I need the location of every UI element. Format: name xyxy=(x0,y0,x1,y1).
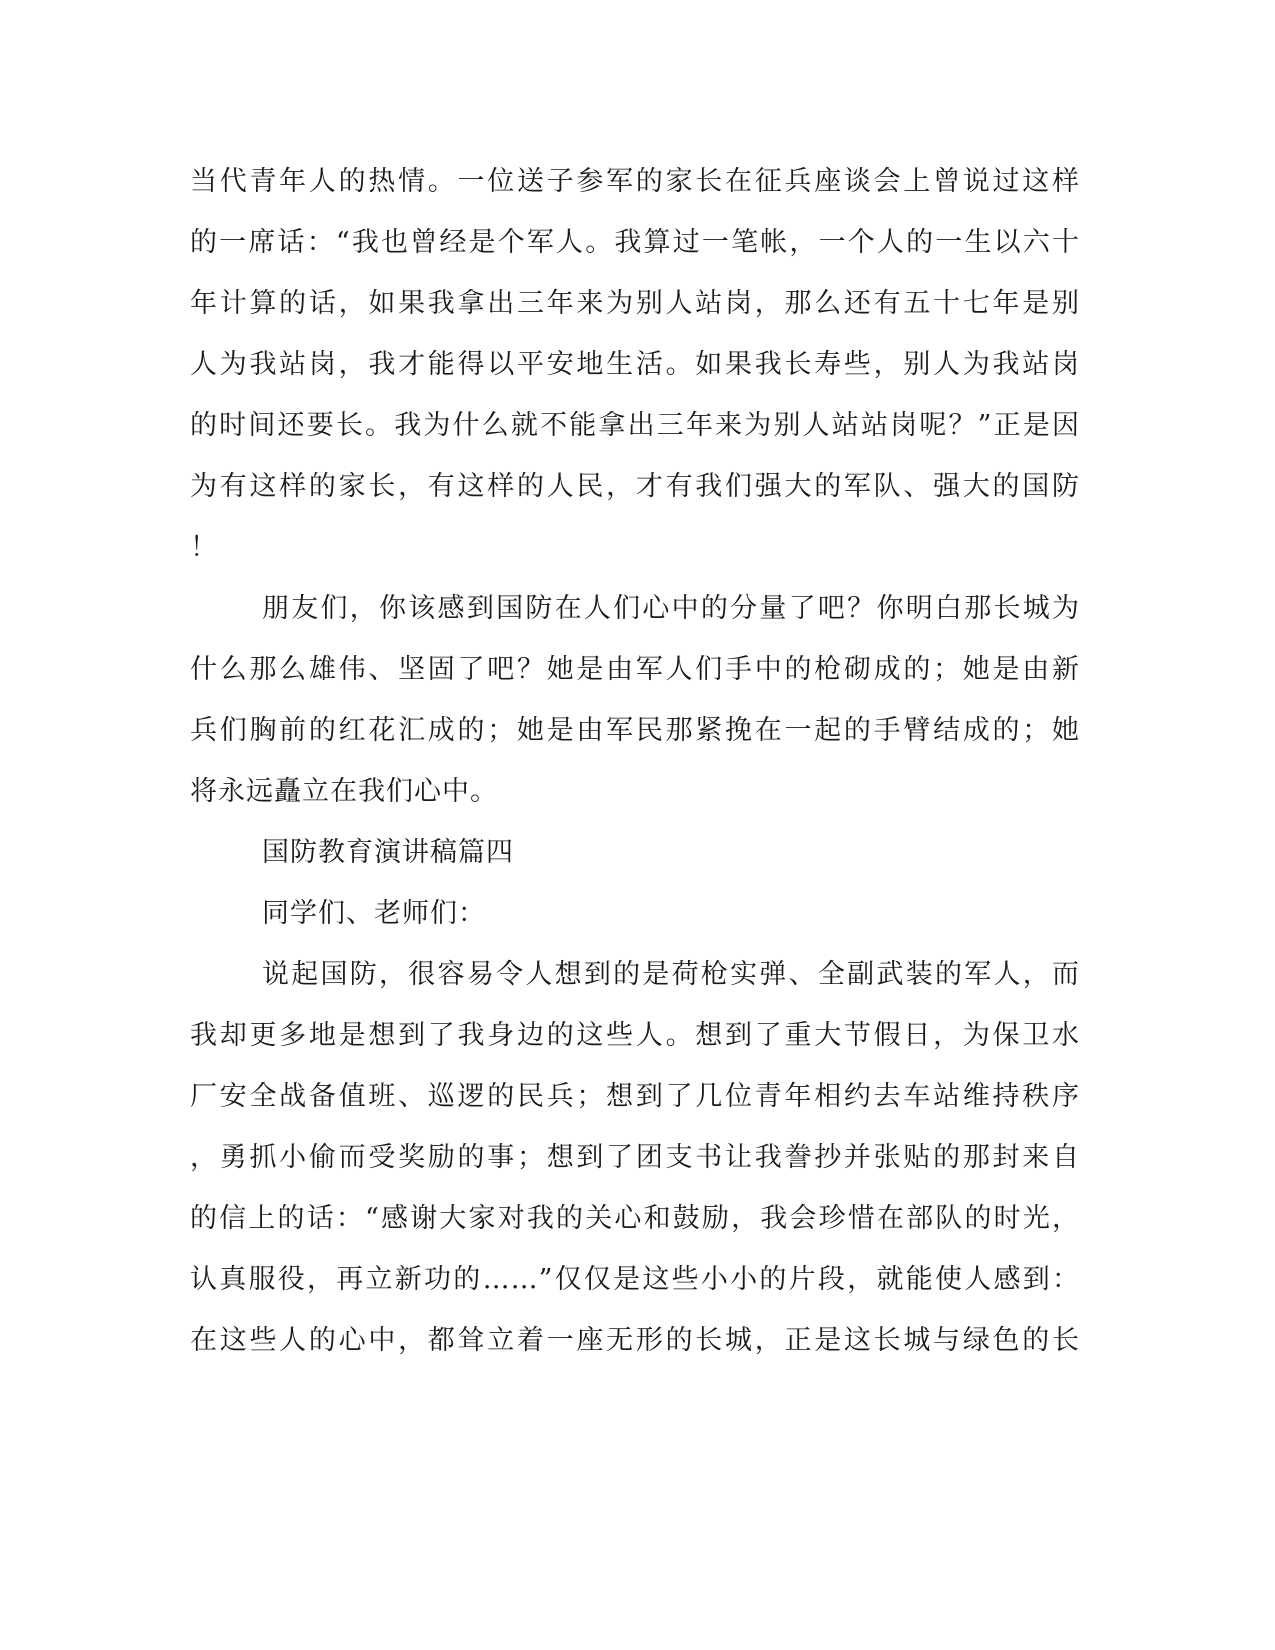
paragraph-line: 年计算的话，如果我拿出三年来为别人站岗，那么还有五十七年是别 xyxy=(190,288,1080,319)
paragraph-line: 人为我站岗，我才能得以平安地生活。如果我长寿些，别人为我站岗 xyxy=(190,349,1080,380)
paragraph-1 xyxy=(190,151,1080,578)
paragraph-line: 我却更多地是想到了我身边的这些人。想到了重大节假日，为保卫水 xyxy=(190,1020,1080,1051)
paragraph-line: 的时间还要长。我为什么就不能拿出三年来为别人站站岗呢？”正是因 xyxy=(190,410,1080,441)
paragraph-line: 为有这样的家长，有这样的人民，才有我们强大的军队、强大的国防 xyxy=(190,471,1080,502)
document-body xyxy=(190,151,1080,1371)
paragraph-line: 兵们胸前的红花汇成的；她是由军民那紧挽在一起的手臂结成的；她 xyxy=(190,715,1080,746)
paragraph-line: 什么那么雄伟、坚固了吧？她是由军人们手中的枪砌成的；她是由新 xyxy=(190,654,1080,685)
section-title: 国防教育演讲稿篇四 xyxy=(262,837,514,868)
paragraph-3 xyxy=(190,944,1080,1371)
paragraph-line: 认真服役，再立新功的……”仅仅是这些小小的片段，就能使人感到： xyxy=(190,1264,1080,1295)
paragraph-line: 的一席话：“我也曾经是个军人。我算过一笔帐，一个人的一生以六十 xyxy=(190,227,1080,258)
salutation: 同学们、老师们： xyxy=(262,898,486,929)
paragraph-line: ，勇抓小偷而受奖励的事；想到了团支书让我誊抄并张贴的那封来自 xyxy=(190,1142,1080,1173)
paragraph-line: 厂安全战备值班、巡逻的民兵；想到了几位青年相约去车站维持秩序 xyxy=(190,1081,1080,1112)
paragraph-line: 当代青年人的热情。一位送子参军的家长在征兵座谈会上曾说过这样 xyxy=(190,166,1080,197)
paragraph-line: ！ xyxy=(190,532,218,563)
paragraph-line: 的信上的话：“感谢大家对我的关心和鼓励，我会珍惜在部队的时光， xyxy=(190,1203,1080,1234)
paragraph-line: 在这些人的心中，都耸立着一座无形的长城，正是这长城与绿色的长 xyxy=(190,1325,1080,1356)
paragraph-2 xyxy=(190,578,1080,822)
paragraph-line: 说起国防，很容易令人想到的是荷枪实弹、全副武装的军人，而 xyxy=(262,959,1080,990)
paragraph-line: 将永远矗立在我们心中。 xyxy=(190,776,498,807)
paragraph-line: 朋友们，你该感到国防在人们心中的分量了吧？你明白那长城为 xyxy=(262,593,1080,624)
